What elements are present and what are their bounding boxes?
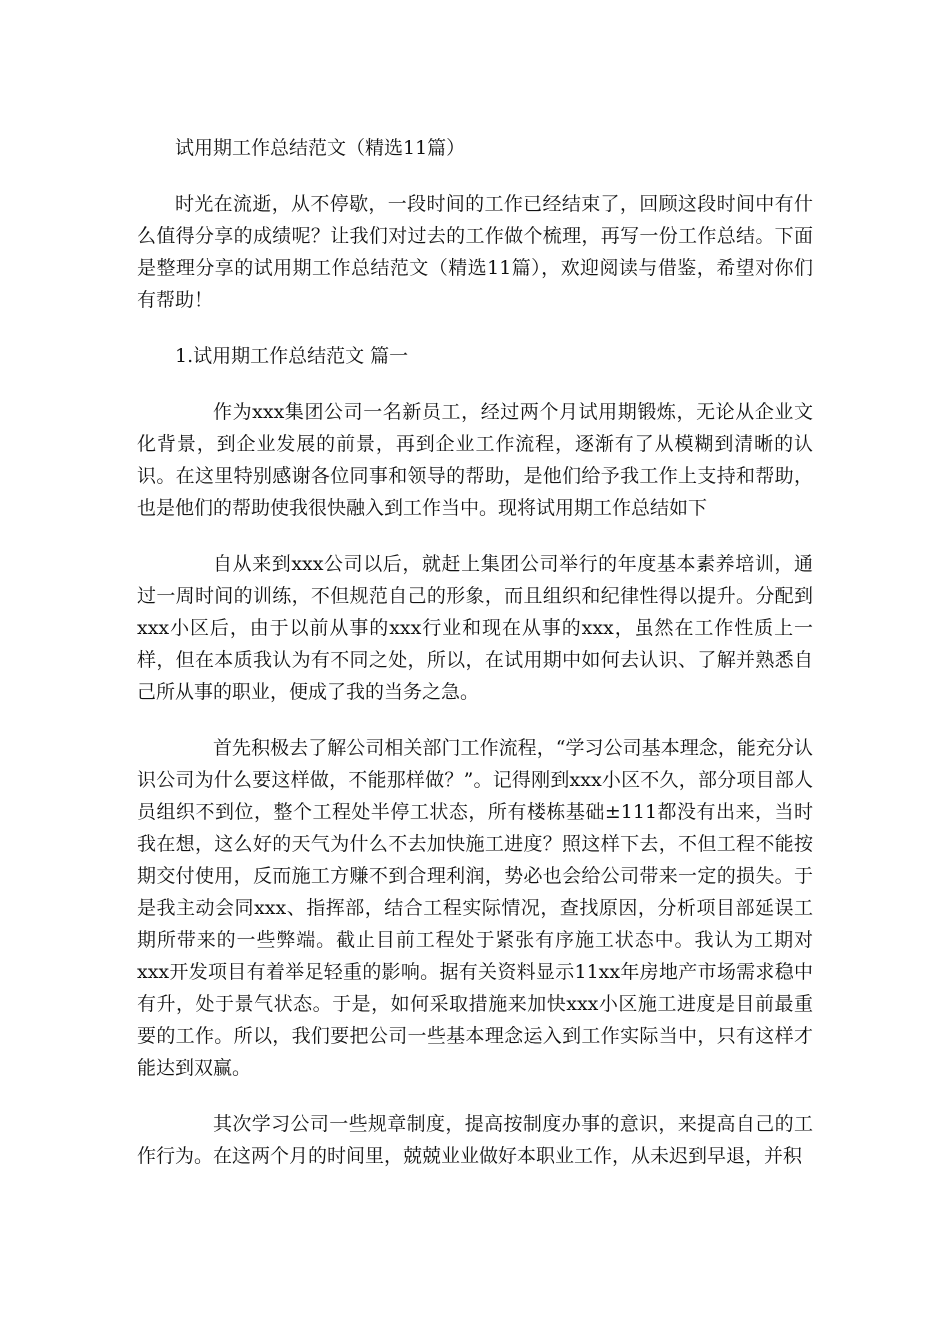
- section-heading: 1.试用期工作总结范文 篇一: [175, 345, 409, 367]
- body-paragraph: 自从来到xxx公司以后，就赶上集团公司举行的年度基本素养培训，通过一周时间的训练，不但规范自己的形象，而且组织和纪律性得以提升。分配到xxx小区后，由于以前从事的xxx行业和现在从事的xxx，虽然在工作性质上一样，但在本质我认为有不同之处，所以，在试用期中如何去认识、了解并熟悉自己所从事的职业，便成了我的当务之急。: [137, 553, 813, 703]
- intro-paragraph: 时光在流逝，从不停歇，一段时间的工作已经结束了，回顾这段时间中有什么值得分享的成绩呢？让我们对过去的工作做个梳理，再写一份工作总结。下面是整理分享的试用期工作总结范文（精选11篇），欢迎阅读与借鉴，希望对你们有帮助！: [137, 193, 813, 311]
- body-paragraph: 首先积极去了解公司相关部门工作流程，“学习公司基本理念，能充分认识公司为什么要这样做，不能那样做？”。记得刚到xxx小区不久，部分项目部人员组织不到位，整个工程处半停工状态，所有楼栋基础±111都没有出来，当时我在想，这么好的天气为什么不去加快施工进度？照这样下去，不但工程不能按期交付使用，反而施工方赚不到合理利润，势必也会给公司带来一定的损失。于是我主动会同xxx、指挥部，结合工程实际情况，查找原因，分析项目部延误工期所带来的一些弊端。截止目前工程处于紧张有序施工状态中。我认为工期对xxx开发项目有着举足轻重的影响。据有关资料显示11xx年房地产市场需求稳中有升，处于景气状态。于是，如何采取措施来加快xxx小区施工进度是目前最重要的工作。所以，我们要把公司一些基本理念运入到工作实际当中，只有这样才能达到双赢。: [137, 737, 813, 1079]
- document-title: 试用期工作总结范文（精选11篇）: [175, 137, 466, 159]
- body-paragraph: 其次学习公司一些规章制度，提高按制度办事的意识，来提高自己的工作行为。在这两个月的时间里，兢兢业业做好本职业工作，从未迟到早退，并积: [137, 1113, 813, 1167]
- body-paragraph: 作为xxx集团公司一名新员工，经过两个月试用期锻炼，无论从企业文化背景，到企业发展的前景，再到企业工作流程，逐渐有了从模糊到清晰的认识。在这里特别感谢各位同事和领导的帮助，是他们给予我工作上支持和帮助，也是他们的帮助使我很快融入到工作当中。现将试用期工作总结如下: [137, 401, 813, 519]
